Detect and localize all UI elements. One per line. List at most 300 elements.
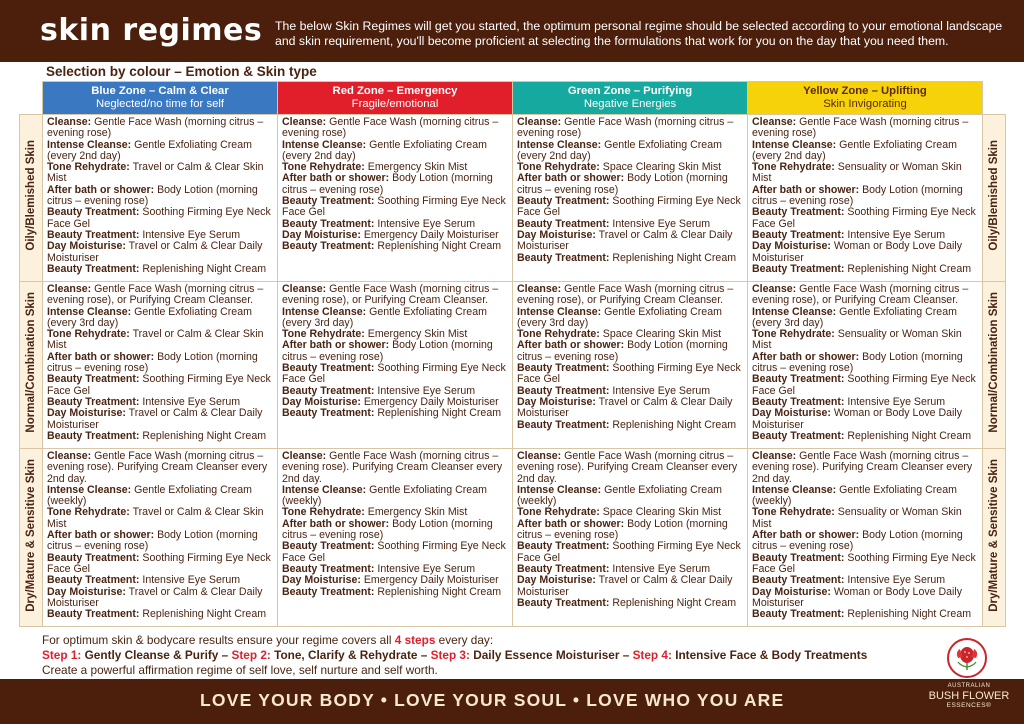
- regime-line: [282, 485, 509, 508]
- table-subheading: Selection by colour – Emotion & Skin type: [46, 64, 317, 79]
- regime-step-value: Soothing Firming Eye Neck Face Gel: [47, 551, 271, 575]
- regime-step-label: Beauty Treatment:: [752, 262, 845, 275]
- regime-line: [282, 241, 509, 252]
- regime-step-label: Tone Rehydrate:: [752, 506, 835, 519]
- regime-step-value: Replenishing Night Cream: [142, 262, 267, 275]
- zone-header-red: [278, 82, 513, 115]
- zone-header-blue: [43, 82, 278, 115]
- regime-step-label: Beauty Treatment:: [282, 240, 375, 253]
- footer-note-line: [42, 633, 942, 648]
- regime-step-label: After bath or shower:: [47, 529, 155, 542]
- regime-step-value: Body Lotion (morning citrus – evening rose): [517, 517, 728, 542]
- regime-line: [47, 485, 274, 508]
- regime-step-value: Body Lotion (morning citrus – evening rose): [517, 172, 728, 196]
- regime-step-value: Body Lotion (morning citrus – evening rose): [282, 339, 493, 363]
- regime-step-value: Sensuality or Woman Skin Mist: [752, 161, 962, 185]
- regime-step-value: Travel or Calm & Clear Daily Moisturiser: [517, 228, 733, 253]
- regime-step-value: Gentle Face Wash (morning citrus – evening rose), or Purifying Cream Cleanser.: [47, 283, 264, 307]
- regime-cell-red: [278, 115, 513, 282]
- regime-step-label: Tone Rehydrate:: [752, 161, 835, 174]
- regime-cell-blue: [43, 115, 278, 282]
- regime-step-value: Travel or Calm & Clear Daily Moisturiser: [517, 574, 733, 598]
- skin-type-row-dry-mature-sensitive: [20, 449, 1006, 627]
- affirmation-text: Create a powerful affirmation regime of self love, self nurture and self worth.: [42, 663, 438, 677]
- regime-step-value: Sensuality or Woman Skin Mist: [752, 506, 962, 530]
- step-label: Step 4:: [632, 648, 672, 662]
- header-bar: [0, 0, 1024, 62]
- regime-step-value: Body Lotion (morning citrus – evening rose): [517, 339, 728, 363]
- regime-line: [282, 117, 509, 140]
- regime-line: [752, 609, 979, 620]
- regime-line: [752, 117, 979, 140]
- step-text: Tone, Clarify & Rehydrate: [274, 648, 418, 662]
- regime-step-label: Beauty Treatment:: [282, 585, 375, 598]
- regime-step-value: Gentle Exfoliating Cream (every 3rd day): [282, 305, 487, 329]
- regime-step-label: Intense Cleanse:: [47, 138, 132, 151]
- brand-line2: BUSH FLOWER: [928, 690, 1010, 702]
- regime-line: [47, 507, 274, 530]
- step-label: Step 2:: [231, 648, 271, 662]
- regime-line: [47, 307, 274, 330]
- regime-line: [752, 185, 979, 208]
- regime-step-label: Beauty Treatment:: [752, 373, 845, 386]
- brand-logo-text: [924, 683, 1014, 710]
- regime-step-value: Replenishing Night Cream: [142, 429, 267, 442]
- regime-step-value: Gentle Exfoliating Cream (every 2nd day): [752, 138, 957, 162]
- regime-step-label: After bath or shower:: [517, 339, 625, 352]
- regime-line: [752, 553, 979, 576]
- regime-step-value: Travel or Calm & Clear Daily Moisturiser: [47, 407, 263, 431]
- regime-step-value: Replenishing Night Cream: [612, 596, 737, 609]
- regime-step-label: Intense Cleanse:: [282, 305, 367, 318]
- regime-step-value: Intensive Eye Serum: [612, 562, 711, 575]
- regime-step-value: Replenishing Night Cream: [612, 418, 737, 431]
- regime-step-value: Travel or Calm & Clear Skin Mist: [47, 161, 264, 185]
- regime-step-label: Tone Rehydrate:: [47, 161, 130, 174]
- regime-line: [517, 451, 744, 485]
- regime-step-value: Intensive Eye Serum: [377, 562, 476, 575]
- regime-step-value: Gentle Face Wash (morning citrus – evening rose). Purifying Cream Cleanser every 2nd day.: [282, 450, 503, 485]
- regime-step-value: Soothing Firming Eye Neck Face Gel: [752, 206, 976, 230]
- step-text: Daily Essence Moisturiser: [473, 648, 620, 662]
- regime-line: [752, 374, 979, 397]
- regime-step-value: Intensive Eye Serum: [847, 228, 946, 241]
- regime-line: [47, 241, 274, 264]
- regime-line: [752, 284, 979, 307]
- regime-step-value: Sensuality or Woman Skin Mist: [752, 328, 962, 352]
- regime-step-value: Gentle Face Wash (morning citrus – evening rose), or Purifying Cream Cleanser.: [752, 283, 969, 307]
- regime-step-label: Intense Cleanse:: [47, 483, 132, 496]
- regime-step-value: Replenishing Night Cream: [377, 240, 502, 253]
- skin-type-text: Dry/Mature & Sensitive Skin: [25, 458, 37, 612]
- regime-step-value: Emergency Skin Mist: [367, 506, 468, 519]
- regime-step-label: Beauty Treatment:: [752, 228, 845, 241]
- regime-cell-yellow: [748, 282, 983, 449]
- regime-step-value: Replenishing Night Cream: [847, 262, 972, 275]
- regime-step-label: Tone Rehydrate:: [282, 506, 365, 519]
- regime-step-label: After bath or shower:: [282, 517, 390, 530]
- regime-step-label: Tone Rehydrate:: [517, 506, 600, 519]
- footer-note: [42, 633, 942, 678]
- regime-line: [47, 207, 274, 230]
- regime-step-value: Soothing Firming Eye Neck Face Gel: [47, 206, 271, 230]
- regime-line: [517, 363, 744, 386]
- regime-step-label: Intense Cleanse:: [47, 305, 132, 318]
- intro-text: The below Skin Regimes will get you started, the optimum personal regime should be selected according to your emotional landscape and skin requirement, you'll become proficient at selecting the formulations that work for you on the day that you need them.: [275, 19, 1003, 48]
- regime-line: [47, 587, 274, 610]
- regime-step-value: Soothing Firming Eye Neck Face Gel: [517, 540, 741, 564]
- regime-step-value: Gentle Exfoliating Cream (every 3rd day): [517, 305, 722, 329]
- regime-step-label: Day Moisturise:: [517, 574, 596, 587]
- regime-step-label: Beauty Treatment:: [47, 395, 140, 408]
- regime-step-label: After bath or shower:: [517, 517, 625, 530]
- regime-line: [517, 420, 744, 431]
- regime-step-value: Intensive Eye Serum: [142, 574, 241, 587]
- regime-step-value: Gentle Exfoliating Cream (weekly): [47, 483, 252, 508]
- regime-step-value: Intensive Eye Serum: [847, 395, 946, 408]
- regime-step-label: Beauty Treatment:: [517, 384, 610, 397]
- regime-line: [282, 363, 509, 386]
- regime-step-value: Gentle Exfoliating Cream (weekly): [752, 483, 957, 508]
- regime-step-value: Space Clearing Skin Mist: [602, 161, 722, 174]
- regime-step-value: Gentle Face Wash (morning citrus – evening rose), or Purifying Cream Cleanser.: [282, 283, 499, 307]
- step-separator: –: [218, 648, 232, 662]
- regime-line: [752, 485, 979, 508]
- step-separator: –: [417, 648, 431, 662]
- regime-line: [282, 587, 509, 598]
- regime-step-label: Beauty Treatment:: [752, 206, 845, 219]
- regime-step-label: Beauty Treatment:: [282, 195, 375, 208]
- zone-header-yellow: [748, 82, 983, 115]
- regime-line: [517, 307, 744, 330]
- regime-step-label: Tone Rehydrate:: [517, 161, 600, 174]
- regime-step-label: Intense Cleanse:: [282, 138, 367, 151]
- regime-step-label: Cleanse:: [752, 283, 797, 295]
- regime-step-label: After bath or shower:: [47, 183, 155, 196]
- regime-step-label: Day Moisturise:: [517, 395, 596, 408]
- regime-step-value: Body Lotion (morning citrus – evening rose): [752, 183, 963, 208]
- regime-step-value: Gentle Face Wash (morning citrus – evening rose). Purifying Cream Cleanser every 2nd day.: [752, 450, 973, 485]
- skin-type-row-oily-blemished: [20, 115, 1006, 282]
- skin-type-label-left: [20, 115, 43, 282]
- regime-line: [517, 173, 744, 196]
- regime-step-value: Gentle Face Wash (morning citrus – evening rose). Purifying Cream Cleanser every 2nd day.: [47, 450, 268, 485]
- regime-line: [282, 173, 509, 196]
- regime-step-value: Emergency Daily Moisturiser: [363, 395, 499, 408]
- regime-step-label: Cleanse:: [47, 450, 92, 462]
- regime-step-value: Emergency Daily Moisturiser: [363, 574, 499, 587]
- regime-step-label: Tone Rehydrate:: [47, 506, 130, 519]
- step-label: Step 1:: [42, 648, 82, 662]
- regime-step-label: After bath or shower:: [282, 172, 390, 185]
- regime-line: [752, 162, 979, 185]
- regime-step-label: Beauty Treatment:: [517, 251, 610, 264]
- regime-line: [282, 340, 509, 363]
- regime-line: [752, 140, 979, 163]
- regime-line: [47, 140, 274, 163]
- regime-step-label: Cleanse:: [282, 450, 327, 462]
- regime-step-label: Intense Cleanse:: [517, 305, 602, 318]
- zone-header-green: [513, 82, 748, 115]
- regime-step-label: Day Moisturise:: [47, 585, 126, 598]
- regime-cell-green: [513, 282, 748, 449]
- regime-step-value: Emergency Skin Mist: [367, 328, 468, 341]
- regime-step-value: Body Lotion (morning citrus – evening rose): [47, 529, 258, 553]
- regime-step-label: Beauty Treatment:: [752, 608, 845, 621]
- regime-line: [752, 329, 979, 352]
- regime-step-label: Beauty Treatment:: [47, 206, 140, 219]
- regime-step-label: Beauty Treatment:: [282, 407, 375, 420]
- regime-line: [517, 340, 744, 363]
- regime-step-value: Gentle Face Wash (morning citrus – evening rose): [282, 116, 499, 140]
- skin-type-text: Dry/Mature & Sensitive Skin: [988, 458, 1000, 612]
- regime-step-value: Emergency Skin Mist: [367, 161, 468, 174]
- regime-step-value: Gentle Exfoliating Cream (every 3rd day): [752, 305, 957, 329]
- regime-line: [282, 284, 509, 307]
- slogan: LOVE YOUR BODY • LOVE YOUR SOUL • LOVE WHO YOU ARE: [200, 690, 785, 710]
- zone-name: Yellow Zone – Uplifting: [803, 85, 927, 97]
- regime-step-label: Tone Rehydrate:: [517, 328, 600, 341]
- skin-type-row-normal-combination: [20, 282, 1006, 449]
- regime-line: [517, 140, 744, 163]
- regime-step-value: Body Lotion (morning citrus – evening rose): [752, 529, 963, 553]
- regime-line: [517, 284, 744, 307]
- regime-step-label: Intense Cleanse:: [517, 138, 602, 151]
- note-highlight: 4 steps: [394, 633, 436, 647]
- regime-step-label: Day Moisturise:: [47, 407, 126, 420]
- regime-step-label: Cleanse:: [282, 116, 327, 128]
- regime-step-value: Gentle Exfoliating Cream (every 2nd day): [47, 138, 252, 162]
- note-prefix: For optimum skin & bodycare results ensure your regime covers all: [42, 633, 395, 647]
- regime-step-label: Beauty Treatment:: [517, 217, 610, 230]
- zone-name: Green Zone – Purifying: [567, 85, 693, 97]
- regime-step-value: Intensive Eye Serum: [847, 574, 946, 587]
- zone-name: Red Zone – Emergency: [332, 85, 458, 97]
- regime-step-label: Day Moisturise:: [282, 395, 361, 408]
- regime-step-label: Day Moisturise:: [282, 228, 361, 241]
- regime-step-value: Soothing Firming Eye Neck Face Gel: [752, 551, 976, 575]
- regime-line: [752, 451, 979, 485]
- regime-step-label: Cleanse:: [752, 116, 797, 128]
- regime-line: [47, 408, 274, 431]
- regime-step-value: Soothing Firming Eye Neck Face Gel: [517, 362, 741, 386]
- regime-line: [517, 485, 744, 508]
- regime-step-label: Day Moisturise:: [47, 240, 126, 253]
- regime-step-value: Soothing Firming Eye Neck Face Gel: [282, 540, 506, 564]
- regime-line: [517, 117, 744, 140]
- regime-step-label: Beauty Treatment:: [47, 608, 140, 621]
- step-text: Intensive Face & Body Treatments: [675, 648, 868, 662]
- regime-line: [517, 598, 744, 609]
- regime-line: [282, 408, 509, 419]
- regime-step-value: Body Lotion (morning citrus – evening rose): [752, 350, 963, 375]
- regime-cell-yellow: [748, 115, 983, 282]
- regime-step-label: Beauty Treatment:: [752, 395, 845, 408]
- steps-line: [42, 648, 942, 663]
- step-label: Step 3:: [430, 648, 470, 662]
- regime-line: [282, 541, 509, 564]
- regime-line: [282, 307, 509, 330]
- regime-step-value: Replenishing Night Cream: [847, 608, 972, 621]
- regime-step-value: Travel or Calm & Clear Skin Mist: [47, 506, 264, 530]
- regime-step-label: Tone Rehydrate:: [282, 328, 365, 341]
- regime-step-label: Beauty Treatment:: [47, 262, 140, 275]
- zone-subtitle: Fragile/emotional: [351, 98, 439, 110]
- regime-step-label: Beauty Treatment:: [47, 551, 140, 564]
- skin-type-label-left: [20, 449, 43, 627]
- regime-line: [752, 507, 979, 530]
- regime-cell-blue: [43, 449, 278, 627]
- regime-step-value: Body Lotion (morning citrus – evening rose): [282, 172, 493, 196]
- regime-step-label: Beauty Treatment:: [47, 574, 140, 587]
- regime-step-label: Beauty Treatment:: [752, 574, 845, 587]
- regime-step-value: Replenishing Night Cream: [847, 429, 972, 442]
- regime-step-value: Travel or Calm & Clear Daily Moisturiser: [47, 240, 263, 264]
- brand-line3: ESSENCES®: [946, 702, 992, 709]
- regime-step-label: After bath or shower:: [517, 172, 625, 185]
- regime-line: [282, 196, 509, 219]
- regime-line: [752, 352, 979, 375]
- regime-step-label: Beauty Treatment:: [47, 228, 140, 241]
- regime-cell-red: [278, 449, 513, 627]
- regime-step-value: Replenishing Night Cream: [377, 407, 502, 420]
- regime-step-label: Intense Cleanse:: [517, 483, 602, 496]
- brand-line1: AUSTRALIAN: [947, 683, 991, 689]
- regime-step-value: Gentle Exfoliating Cream (weekly): [517, 483, 722, 508]
- table-corner: [983, 82, 1006, 115]
- regime-step-label: Beauty Treatment:: [752, 551, 845, 564]
- skin-type-label-right: [983, 115, 1006, 282]
- regime-cell-yellow: [748, 449, 983, 627]
- waratah-flower-icon: [947, 638, 987, 678]
- regime-line: [517, 196, 744, 219]
- regime-step-value: Intensive Eye Serum: [377, 384, 476, 397]
- regime-line: [752, 408, 979, 431]
- regime-step-label: Beauty Treatment:: [517, 362, 610, 375]
- regime-step-value: Emergency Daily Moisturiser: [363, 228, 499, 241]
- regime-step-value: Intensive Eye Serum: [377, 217, 476, 230]
- zone-subtitle: Negative Energies: [583, 98, 677, 110]
- zone-subtitle: Neglected/no time for self: [95, 98, 225, 110]
- regime-step-value: Space Clearing Skin Mist: [602, 328, 722, 341]
- regime-step-value: Soothing Firming Eye Neck Face Gel: [282, 362, 506, 386]
- regime-step-label: Beauty Treatment:: [517, 562, 610, 575]
- regime-step-value: Gentle Face Wash (morning citrus – evening rose): [517, 116, 734, 140]
- regime-step-label: Cleanse:: [752, 450, 797, 462]
- skin-type-label-left: [20, 282, 43, 449]
- regime-step-value: Intensive Eye Serum: [142, 228, 241, 241]
- regime-step-label: Beauty Treatment:: [282, 217, 375, 230]
- step-text: Gently Cleanse & Purify: [84, 648, 219, 662]
- regime-step-value: Replenishing Night Cream: [142, 608, 267, 621]
- regime-step-label: Beauty Treatment:: [282, 362, 375, 375]
- regime-step-value: Gentle Exfoliating Cream (every 2nd day): [517, 138, 722, 162]
- regime-line: [47, 530, 274, 553]
- page-title: skin regimes: [40, 13, 263, 48]
- regime-step-label: After bath or shower:: [752, 529, 860, 542]
- regime-step-value: Gentle Face Wash (morning citrus – evening rose): [47, 116, 264, 140]
- regime-step-label: Intense Cleanse:: [752, 305, 837, 318]
- regime-step-value: Travel or Calm & Clear Skin Mist: [47, 328, 264, 352]
- bottom-bar: [0, 679, 1024, 724]
- regime-step-label: Beauty Treatment:: [282, 562, 375, 575]
- regime-step-value: Woman or Body Love Daily Moisturiser: [752, 407, 963, 431]
- regime-line: [752, 307, 979, 330]
- regime-step-label: Beauty Treatment:: [47, 373, 140, 386]
- skin-type-label-right: [983, 282, 1006, 449]
- waratah-flower-svg: [949, 640, 985, 676]
- regime-step-label: Tone Rehydrate:: [752, 328, 835, 341]
- zone-name: Blue Zone – Calm & Clear: [91, 85, 229, 97]
- regime-step-value: Soothing Firming Eye Neck Face Gel: [517, 195, 741, 219]
- regime-line: [752, 264, 979, 275]
- skin-type-text: Oily/Blemished Skin: [988, 140, 1000, 251]
- regime-step-label: Day Moisturise:: [752, 407, 831, 420]
- regime-step-value: Woman or Body Love Daily Moisturiser: [752, 240, 963, 264]
- table-corner: [20, 82, 43, 115]
- regime-step-value: Intensive Eye Serum: [612, 217, 711, 230]
- regime-line: [752, 587, 979, 610]
- regime-line: [517, 253, 744, 264]
- regime-step-label: After bath or shower:: [47, 350, 155, 363]
- regime-step-value: Body Lotion (morning citrus – evening rose): [47, 183, 258, 208]
- skin-type-text: Normal/Combination Skin: [25, 292, 37, 433]
- regime-step-label: Day Moisturise:: [752, 585, 831, 598]
- regime-step-value: Intensive Eye Serum: [142, 395, 241, 408]
- regime-step-value: Gentle Face Wash (morning citrus – evening rose), or Purifying Cream Cleanser.: [517, 283, 734, 307]
- regime-step-label: Cleanse:: [282, 283, 327, 295]
- regime-line: [517, 519, 744, 542]
- regime-step-label: Cleanse:: [517, 283, 562, 295]
- regime-line: [47, 117, 274, 140]
- regime-step-value: Soothing Firming Eye Neck Face Gel: [752, 373, 976, 397]
- regime-step-label: Day Moisturise:: [517, 228, 596, 241]
- regime-step-value: Soothing Firming Eye Neck Face Gel: [282, 195, 506, 219]
- regime-table: [19, 81, 1006, 627]
- regime-line: [752, 241, 979, 264]
- regime-step-value: Replenishing Night Cream: [377, 585, 502, 598]
- regime-step-label: After bath or shower:: [752, 183, 860, 196]
- regime-step-value: Gentle Exfoliating Cream (every 2nd day): [282, 138, 487, 162]
- regime-step-label: Beauty Treatment:: [282, 540, 375, 553]
- regime-step-label: Intense Cleanse:: [282, 483, 367, 496]
- regime-line: [47, 329, 274, 352]
- regime-step-value: Soothing Firming Eye Neck Face Gel: [47, 373, 271, 397]
- regime-step-label: Cleanse:: [517, 450, 562, 462]
- step-separator: –: [619, 648, 633, 662]
- regime-cell-red: [278, 282, 513, 449]
- regime-step-value: Body Lotion (morning citrus – evening rose): [47, 350, 258, 375]
- regime-line: [47, 553, 274, 576]
- regime-cell-green: [513, 449, 748, 627]
- regime-step-value: Gentle Exfoliating Cream (every 3rd day): [47, 305, 252, 329]
- regime-step-value: Intensive Eye Serum: [612, 384, 711, 397]
- regime-line: [47, 609, 274, 620]
- regime-step-label: Beauty Treatment:: [517, 596, 610, 609]
- regime-step-value: Replenishing Night Cream: [612, 251, 737, 264]
- regime-step-value: Gentle Face Wash (morning citrus – evening rose): [752, 116, 969, 140]
- regime-step-label: Beauty Treatment:: [47, 429, 140, 442]
- regime-line: [47, 431, 274, 442]
- regime-step-label: Tone Rehydrate:: [47, 328, 130, 341]
- regime-line: [47, 264, 274, 275]
- regime-table-body: [20, 115, 1006, 627]
- regime-step-value: Travel or Calm & Clear Daily Moisturiser: [517, 395, 733, 420]
- regime-step-value: Travel or Calm & Clear Daily Moisturiser: [47, 585, 263, 609]
- regime-cell-green: [513, 115, 748, 282]
- regime-step-label: Day Moisturise:: [752, 240, 831, 253]
- regime-line: [517, 397, 744, 420]
